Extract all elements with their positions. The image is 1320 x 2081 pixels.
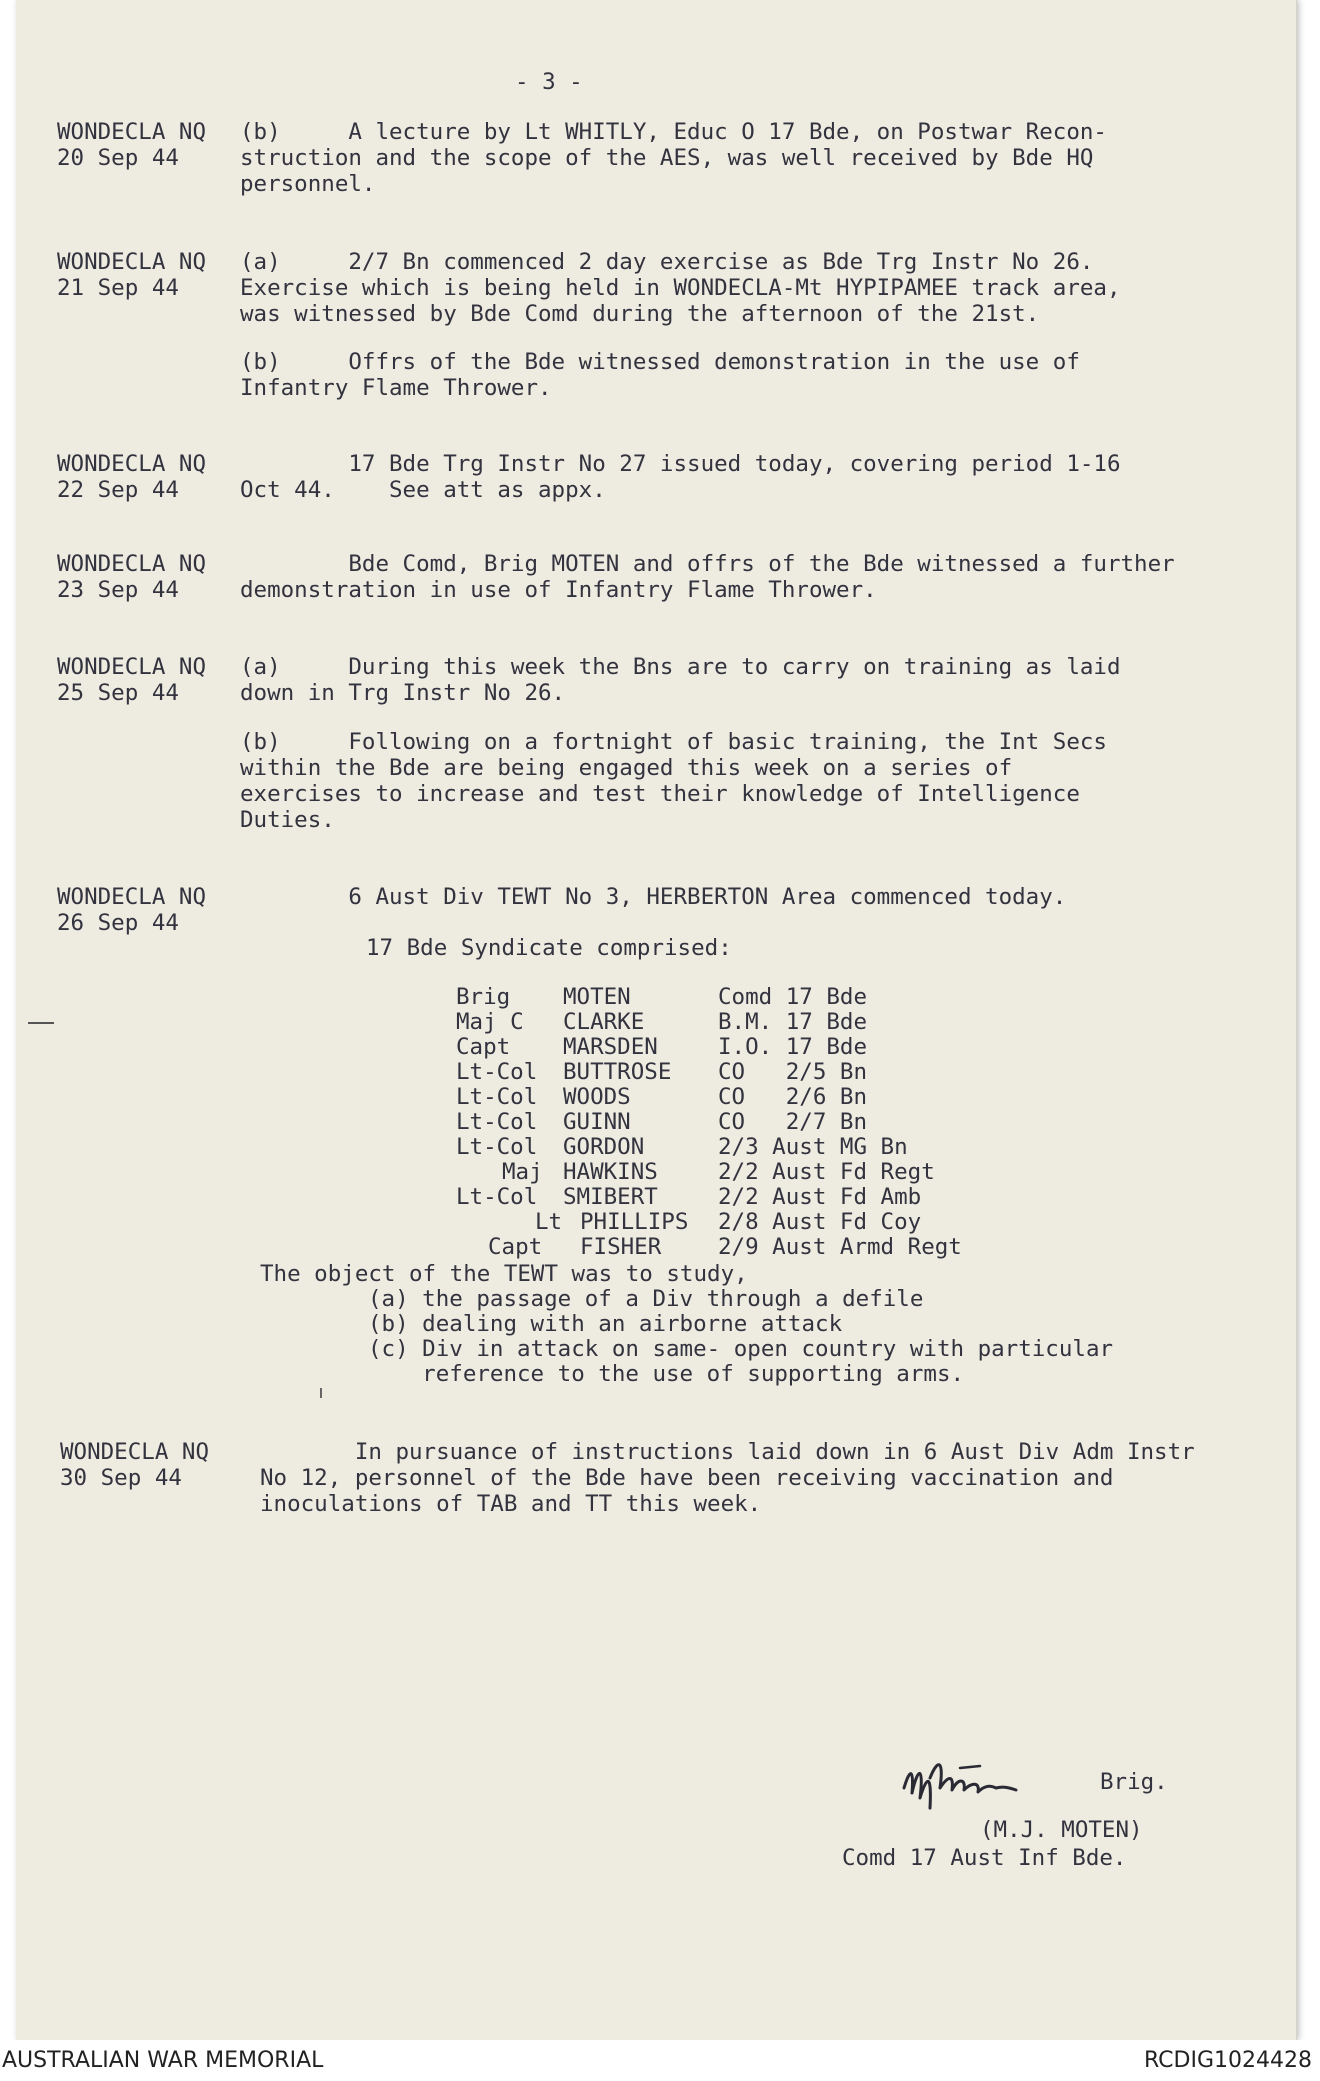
tewt-object-item: (a) the passage of a Div through a defile	[368, 1286, 924, 1312]
syndicate-appointment: 2/9 Aust Armd Regt	[718, 1234, 962, 1260]
syndicate-rank: Maj	[502, 1159, 543, 1185]
entry-location: WONDECLA NQ	[57, 654, 207, 680]
entry-text-line: Oct 44. See att as appx.	[240, 477, 606, 503]
footer-record-id: RCDIG1024428	[1143, 2048, 1312, 2073]
syndicate-appointment: 2/2 Aust Fd Amb	[718, 1184, 922, 1210]
syndicate-rank: Maj C	[456, 1009, 524, 1035]
entry-location: WONDECLA NQ	[57, 451, 207, 477]
entry-text-line: (a) During this week the Bns are to carry on training as laid	[240, 654, 1121, 680]
syndicate-name: SMIBERT	[563, 1184, 658, 1210]
syndicate-appointment: I.O. 17 Bde	[718, 1034, 868, 1060]
syndicate-rank: Lt-Col	[456, 1059, 538, 1085]
syndicate-appointment: 2/8 Aust Fd Coy	[718, 1209, 922, 1235]
entry-text-line: was witnessed by Bde Comd during the afternoon of the 21st.	[240, 301, 1040, 327]
entry-text-line: 17 Bde Trg Instr No 27 issued today, covering period 1-16	[240, 451, 1121, 477]
signature-name: (M.J. MOTEN)	[980, 1817, 1143, 1843]
entry-location: WONDECLA NQ	[57, 249, 207, 275]
syndicate-name: CLARKE	[563, 1009, 645, 1035]
syndicate-rank: Lt-Col	[456, 1084, 538, 1110]
entry-text-line: (b) Following on a fortnight of basic training, the Int Secs	[240, 729, 1107, 755]
syndicate-heading: 17 Bde Syndicate comprised:	[366, 935, 732, 961]
syndicate-name: MARSDEN	[563, 1034, 658, 1060]
syndicate-rank: Capt	[456, 1034, 511, 1060]
entry-text-line: Bde Comd, Brig MOTEN and offrs of the Bde witnessed a further	[240, 551, 1175, 577]
margin-mark	[320, 1388, 322, 1398]
syndicate-appointment: Comd 17 Bde	[718, 984, 868, 1010]
signature-rank: Brig.	[1100, 1769, 1168, 1795]
syndicate-rank: Lt-Col	[456, 1134, 538, 1160]
entry-date: 20 Sep 44	[57, 145, 179, 171]
syndicate-rank: Capt	[488, 1234, 543, 1260]
syndicate-appointment: 2/2 Aust Fd Regt	[718, 1159, 935, 1185]
signature-appointment: Comd 17 Aust Inf Bde.	[842, 1845, 1127, 1871]
entry-date: 25 Sep 44	[57, 680, 179, 706]
syndicate-name: BUTTROSE	[563, 1059, 672, 1085]
entry-text-line: (b) A lecture by Lt WHITLY, Educ O 17 Bde, on Postwar Recon-	[240, 119, 1107, 145]
entry-date: 23 Sep 44	[57, 577, 179, 603]
entry-date: 21 Sep 44	[57, 275, 179, 301]
tewt-object-item: (c) Div in attack on same- open country with particular	[368, 1336, 1114, 1362]
syndicate-appointment: B.M. 17 Bde	[718, 1009, 868, 1035]
entry-text-line: down in Trg Instr No 26.	[240, 680, 566, 706]
entry-text-line: struction and the scope of the AES, was well received by Bde HQ	[240, 145, 1094, 171]
syndicate-name: MOTEN	[563, 984, 631, 1010]
entry-text-line: 6 Aust Div TEWT No 3, HERBERTON Area commenced today.	[240, 884, 1067, 910]
entry-text-line: Exercise which is being held in WONDECLA-Mt HYPIPAMEE track area,	[240, 275, 1121, 301]
archive-footer	[0, 2040, 1320, 2081]
entry-text-line: (b) Offrs of the Bde witnessed demonstration in the use of	[240, 349, 1080, 375]
entry-date: 26 Sep 44	[57, 910, 179, 936]
syndicate-appointment: CO 2/6 Bn	[718, 1084, 868, 1110]
syndicate-rank: Brig	[456, 984, 511, 1010]
syndicate-name: PHILLIPS	[580, 1209, 689, 1235]
tewt-object-intro: The object of the TEWT was to study,	[260, 1261, 748, 1287]
tewt-object-item: reference to the use of supporting arms.	[368, 1361, 965, 1387]
entry-location: WONDECLA NQ	[57, 884, 207, 910]
entry-text-line: In pursuance of instructions laid down in 6 Aust Div Adm Instr	[260, 1439, 1195, 1465]
entry-text-line: within the Bde are being engaged this week on a series of	[240, 755, 1013, 781]
syndicate-rank: Lt-Col	[456, 1184, 538, 1210]
syndicate-name: HAWKINS	[563, 1159, 658, 1185]
entry-text-line: demonstration in use of Infantry Flame Thrower.	[240, 577, 877, 603]
entry-text-line: exercises to increase and test their knowledge of Intelligence	[240, 781, 1080, 807]
tewt-object-item: (b) dealing with an airborne attack	[368, 1311, 843, 1337]
handwritten-signature	[900, 1748, 1060, 1818]
entry-text-line: Infantry Flame Thrower.	[240, 375, 552, 401]
entry-text-line: (a) 2/7 Bn commenced 2 day exercise as Bde Trg Instr No 26.	[240, 249, 1094, 275]
syndicate-rank: Lt-Col	[456, 1109, 538, 1135]
entry-text-line: No 12, personnel of the Bde have been receiving vaccination and	[260, 1465, 1114, 1491]
syndicate-rank: Lt	[535, 1209, 563, 1235]
entry-text-line: Duties.	[240, 807, 335, 833]
entry-text-line: personnel.	[240, 171, 376, 197]
entry-location: WONDECLA NQ	[57, 119, 207, 145]
syndicate-appointment: CO 2/5 Bn	[718, 1059, 868, 1085]
page-number: - 3 -	[515, 69, 583, 95]
entry-text-line: inoculations of TAB and TT this week.	[260, 1491, 762, 1517]
syndicate-appointment: CO 2/7 Bn	[718, 1109, 868, 1135]
syndicate-name: GORDON	[563, 1134, 645, 1160]
syndicate-name: GUINN	[563, 1109, 631, 1135]
entry-date: 30 Sep 44	[60, 1465, 182, 1491]
footer-archive-name: AUSTRALIAN WAR MEMORIAL	[2, 2048, 324, 2073]
syndicate-name: WOODS	[563, 1084, 631, 1110]
entry-location: WONDECLA NQ	[60, 1439, 210, 1465]
syndicate-appointment: 2/3 Aust MG Bn	[718, 1134, 908, 1160]
syndicate-name: FISHER	[580, 1234, 662, 1260]
entry-location: WONDECLA NQ	[57, 551, 207, 577]
margin-mark	[28, 1022, 54, 1024]
entry-date: 22 Sep 44	[57, 477, 179, 503]
